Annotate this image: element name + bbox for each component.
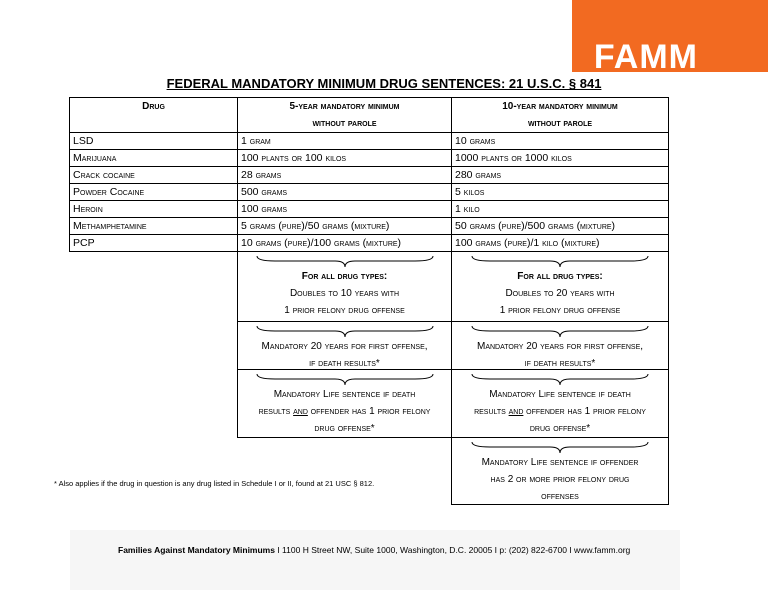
ten-prior-line1: For all drug types: bbox=[517, 271, 603, 282]
table-row-drug: PCP bbox=[69, 235, 238, 252]
ten-life-line3: drug offense* bbox=[529, 423, 591, 434]
header-five-year bbox=[237, 97, 452, 133]
table-row-ten: 10 grams bbox=[451, 133, 669, 150]
brace-icon bbox=[255, 254, 435, 268]
table-row-drug: Crack cocaine bbox=[69, 167, 238, 184]
five-life-line3: drug offense* bbox=[314, 423, 375, 434]
table-row-ten: 50 grams (pure)/500 grams (mixture) bbox=[451, 218, 669, 235]
table-row-five: 5 grams (pure)/50 grams (mixture) bbox=[237, 218, 452, 235]
five-life-box bbox=[237, 369, 452, 438]
ten-life-line1: Mandatory Life sentence if death bbox=[489, 389, 631, 400]
five-life-line2-and: and bbox=[293, 406, 308, 417]
header-drug bbox=[69, 97, 238, 133]
logo-text: FAMM bbox=[593, 38, 698, 76]
footer bbox=[118, 545, 630, 555]
brace-icon bbox=[255, 324, 435, 338]
brace-icon bbox=[470, 440, 650, 454]
ten-life-line2 bbox=[452, 403, 668, 420]
ten-two-line2: has 2 or more prior felony drug bbox=[490, 474, 630, 485]
ten-death-line2: if death results* bbox=[524, 358, 596, 369]
ten-prior-line2: Doubles to 20 years with bbox=[505, 288, 615, 299]
five-life-line1: Mandatory Life sentence if death bbox=[273, 389, 416, 400]
five-prior-line3: 1 prior felony drug offense bbox=[284, 305, 405, 316]
ten-death-box bbox=[451, 321, 669, 370]
table-row-drug: Heroin bbox=[69, 201, 238, 218]
table-row-five: 1 gram bbox=[237, 133, 452, 150]
ten-two-line3: offenses bbox=[541, 491, 579, 502]
ten-death-line1: Mandatory 20 years for first offense, bbox=[476, 341, 644, 352]
table-row-ten: 5 kilos bbox=[451, 184, 669, 201]
header-ten-line1: 10-year mandatory minimum bbox=[502, 101, 618, 112]
table-row-drug: LSD bbox=[69, 133, 238, 150]
five-prior-line1: For all drug types: bbox=[301, 271, 388, 282]
ten-prior-offense-box bbox=[451, 251, 669, 322]
brace-icon bbox=[470, 254, 650, 268]
header-five-line2: without parole bbox=[312, 118, 377, 129]
footnote: * Also applies if the drug in question is any drug listed in Schedule I or II, found at 21 USC § 812. bbox=[54, 479, 375, 488]
ten-life-line2-and: and bbox=[508, 406, 524, 417]
footer-details: I 1100 H Street NW, Suite 1000, Washington, D.C. 20005 I p: (202) 822-6700 I www.famm.org bbox=[274, 545, 631, 555]
table-row-five: 28 grams bbox=[237, 167, 452, 184]
header-drug-label: Drug bbox=[142, 101, 165, 112]
table-row-five: 10 grams (pure)/100 grams (mixture) bbox=[237, 235, 452, 252]
table-row-ten: 1 kilo bbox=[451, 201, 669, 218]
ten-two-priors-box bbox=[451, 437, 669, 505]
brace-icon bbox=[470, 372, 650, 386]
footer-bar bbox=[70, 530, 680, 590]
table-row-drug: Methamphetamine bbox=[69, 218, 238, 235]
ten-life-line2-a: results bbox=[474, 406, 509, 417]
brace-icon bbox=[470, 324, 650, 338]
five-life-line2 bbox=[238, 403, 451, 420]
table-row-five: 100 plants or 100 kilos bbox=[237, 150, 452, 167]
table-row-ten: 280 grams bbox=[451, 167, 669, 184]
header-ten-year bbox=[451, 97, 669, 133]
table-row-drug: Marijuana bbox=[69, 150, 238, 167]
footer-org: Families Against Mandatory Minimums bbox=[118, 545, 275, 555]
table-row-five: 100 grams bbox=[237, 201, 452, 218]
five-death-line1: Mandatory 20 years for first offense, bbox=[261, 341, 428, 352]
header-five-line1: 5-year mandatory minimum bbox=[289, 101, 400, 112]
five-life-line2-c: offender has 1 prior felony bbox=[307, 406, 431, 417]
five-prior-line2: Doubles to 10 years with bbox=[289, 288, 400, 299]
famm-logo bbox=[572, 0, 768, 76]
ten-life-box bbox=[451, 369, 669, 438]
header-ten-line2: without parole bbox=[527, 118, 593, 129]
five-life-line2-a: results bbox=[258, 406, 294, 417]
ten-life-line2-c: offender has 1 prior felony bbox=[523, 406, 646, 417]
five-death-line2: if death results* bbox=[309, 358, 380, 369]
table-row-ten: 100 grams (pure)/1 kilo (mixture) bbox=[451, 235, 669, 252]
ten-two-line1: Mandatory Life sentence if offender bbox=[481, 457, 639, 468]
page-title: FEDERAL MANDATORY MINIMUM DRUG SENTENCES: 21 U.S.C. § 841 bbox=[166, 76, 602, 91]
table-row-drug: Powder Cocaine bbox=[69, 184, 238, 201]
ten-prior-line3: 1 prior felony drug offense bbox=[499, 305, 621, 316]
table-row-five: 500 grams bbox=[237, 184, 452, 201]
brace-icon bbox=[255, 372, 435, 386]
five-death-box bbox=[237, 321, 452, 370]
five-prior-offense-box bbox=[237, 251, 452, 322]
table-row-ten: 1000 plants or 1000 kilos bbox=[451, 150, 669, 167]
